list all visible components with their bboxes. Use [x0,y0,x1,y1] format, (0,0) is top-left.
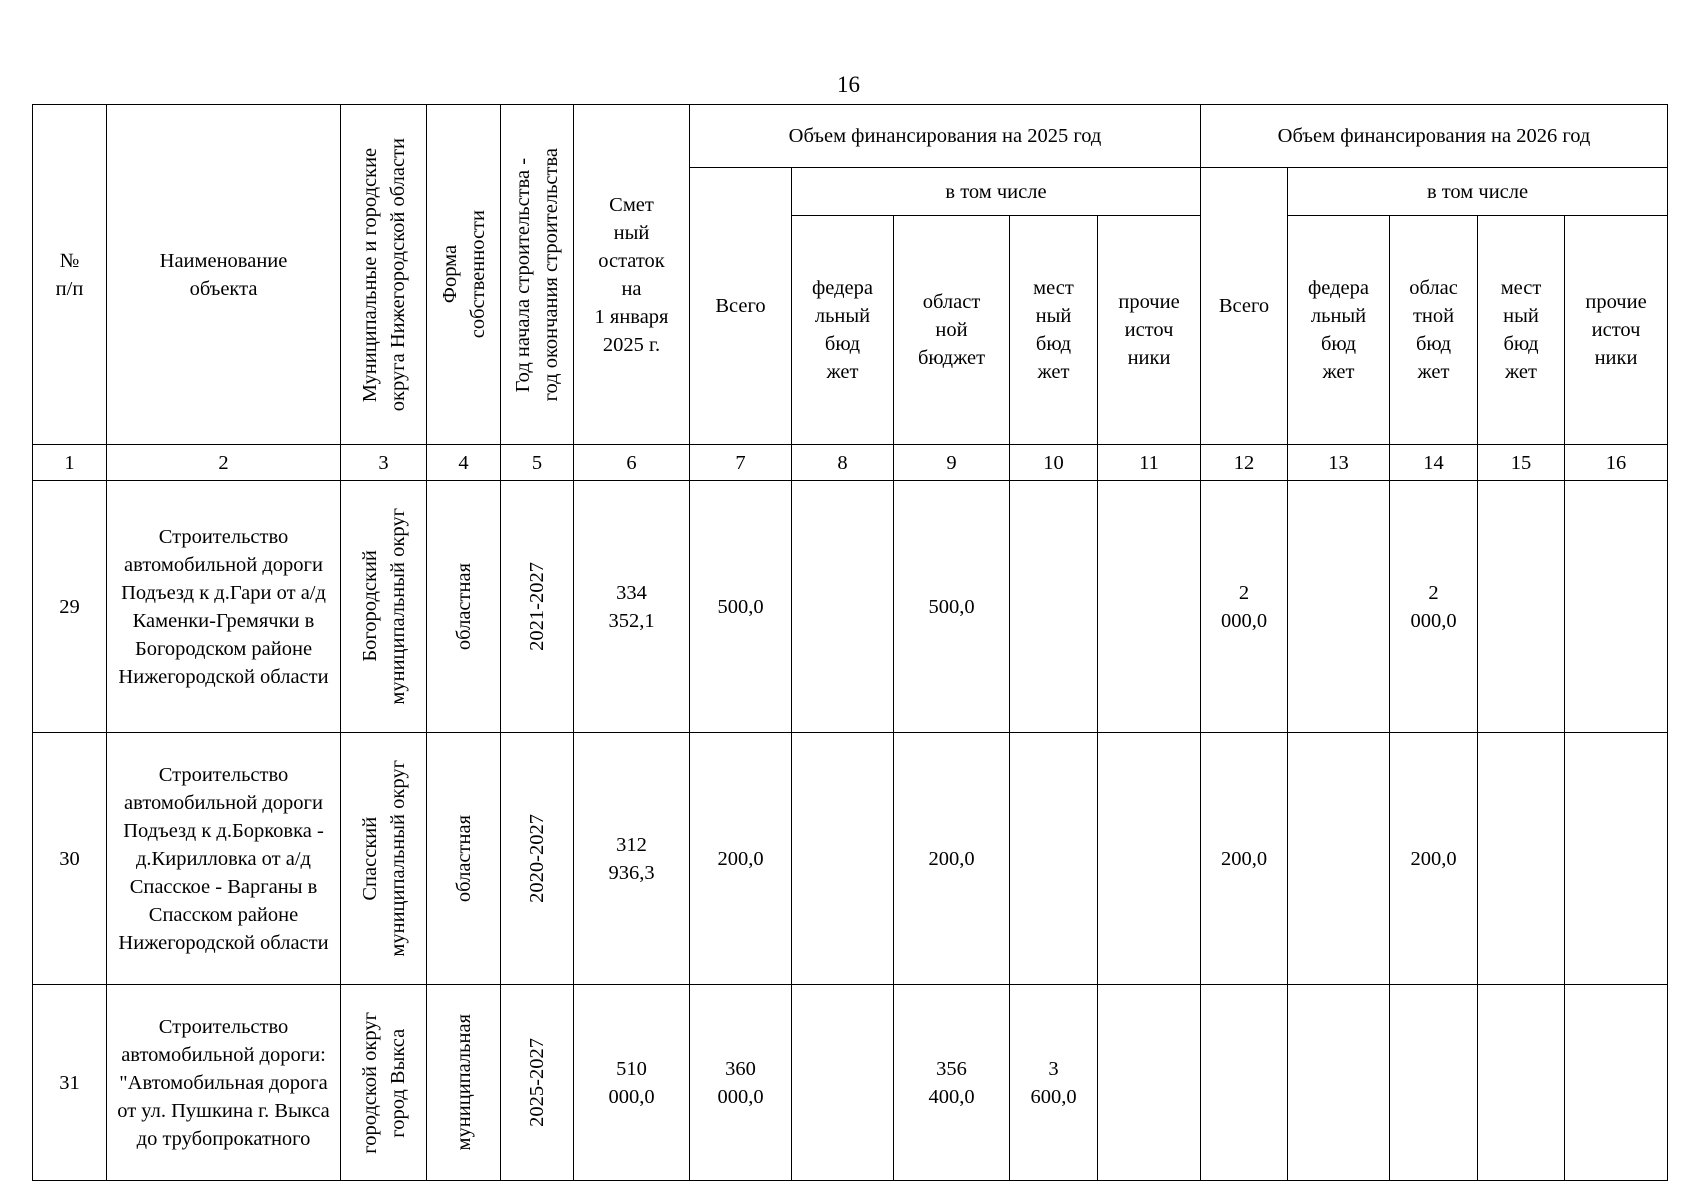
row-ownership [427,481,501,733]
header-ownership-text: Форма собственности [438,210,489,339]
header-fed-2025: федера льный бюд жет [792,216,894,445]
row-other-2025 [1098,733,1201,985]
table-row [33,985,1668,1181]
row-other-2026 [1565,985,1668,1181]
row-loc-2025 [1010,733,1098,985]
row-fed-2025 [792,985,894,1181]
header-incl-2026: в том числе [1288,168,1668,216]
col-number: 13 [1288,445,1390,481]
row-fed-2025 [792,481,894,733]
header-remainder: Смет ный остаток на 1 января 2025 г. [574,105,690,445]
row-total-2025: 500,0 [690,481,792,733]
header-loc-2025: мест ный бюд жет [1010,216,1098,445]
row-other-2025 [1098,481,1201,733]
header-fed-2026: федера льный бюд жет [1288,216,1390,445]
row-years [501,985,574,1181]
row-num: 29 [33,481,107,733]
financing-table [32,104,1668,1181]
col-number: 1 [33,445,107,481]
row-municipality [341,733,427,985]
header-name: Наименование объекта [107,105,341,445]
row-loc-2026 [1478,481,1565,733]
col-number: 5 [501,445,574,481]
row-other-2026 [1565,733,1668,985]
row-reg-2026 [1390,985,1478,1181]
row-ownership [427,985,501,1181]
row-object-name: Строительство автомобильной дороги: "Автомобильная дорога от ул. Пушкина г. Выкса до трубопрокатного [107,985,341,1181]
row-years [501,733,574,985]
table-row [33,733,1668,985]
col-number: 8 [792,445,894,481]
row-reg-2025: 356 400,0 [894,985,1010,1181]
row-fed-2025 [792,733,894,985]
row-municipality [341,481,427,733]
row-fed-2026 [1288,733,1390,985]
row-remainder: 510 000,0 [574,985,690,1181]
row-total-2025: 200,0 [690,733,792,985]
header-municipality-text: Муниципальные и городские округа Нижегородской области [358,137,409,412]
row-municipality-text: Богородский муниципальный округ [358,508,409,705]
header-reg-2025: област ной бюджет [894,216,1010,445]
row-years [501,481,574,733]
row-loc-2026 [1478,733,1565,985]
row-remainder: 312 936,3 [574,733,690,985]
header-ownership [427,105,501,445]
header-reg-2026: облас тной бюд жет [1390,216,1478,445]
row-total-2026 [1201,985,1288,1181]
row-num: 30 [33,733,107,985]
header-municipality [341,105,427,445]
header-group-2025: Объем финансирования на 2025 год [690,105,1201,168]
row-years-text: 2025-2027 [526,1038,548,1127]
col-number: 4 [427,445,501,481]
col-number: 14 [1390,445,1478,481]
row-ownership-text: областная [452,562,475,651]
row-loc-2026 [1478,985,1565,1181]
col-number: 7 [690,445,792,481]
col-number: 12 [1201,445,1288,481]
col-number: 15 [1478,445,1565,481]
col-number: 11 [1098,445,1201,481]
header-total-2025: Всего [690,168,792,445]
row-reg-2025: 500,0 [894,481,1010,733]
row-other-2025 [1098,985,1201,1181]
row-reg-2025: 200,0 [894,733,1010,985]
row-fed-2026 [1288,985,1390,1181]
row-object-name: Строительство автомобильной дороги Подъезд к д.Борковка - д.Кирилловка от а/д Спасское - Варганы в Спасском районе Нижегородской области [107,733,341,985]
header-incl-2025: в том числе [792,168,1201,216]
col-number: 2 [107,445,341,481]
col-number: 16 [1565,445,1668,481]
page-number: 16 [837,72,860,97]
row-years-text: 2020-2027 [526,814,548,903]
row-ownership [427,733,501,985]
row-ownership-text: областная [452,814,475,903]
row-reg-2026: 2 000,0 [1390,481,1478,733]
header-num: № п/п [33,105,107,445]
col-number: 3 [341,445,427,481]
row-reg-2026: 200,0 [1390,733,1478,985]
header-other-2025: прочие источ ники [1098,216,1201,445]
header-years-text: Год начала строительства - год окончания строительства [512,147,562,402]
col-number: 6 [574,445,690,481]
col-number: 9 [894,445,1010,481]
row-loc-2025: 3 600,0 [1010,985,1098,1181]
row-remainder: 334 352,1 [574,481,690,733]
row-num: 31 [33,985,107,1181]
column-numbers-row [33,445,1668,481]
row-municipality-text: городской округ город Выкса [358,1011,409,1154]
header-row-1 [33,105,1668,168]
row-ownership-text: муниципальная [452,1014,475,1151]
table-row [33,481,1668,733]
row-loc-2025 [1010,481,1098,733]
row-total-2026: 200,0 [1201,733,1288,985]
row-fed-2026 [1288,481,1390,733]
row-object-name: Строительство автомобильной дороги Подъезд к д.Гари от а/д Каменки-Гремячки в Богородском районе Нижегородской области [107,481,341,733]
header-years [501,105,574,445]
header-loc-2026: мест ный бюд жет [1478,216,1565,445]
row-municipality [341,985,427,1181]
row-years-text: 2021-2027 [526,562,548,651]
row-municipality-text: Спасский муниципальный округ [358,760,409,957]
header-group-2026: Объем финансирования на 2026 год [1201,105,1668,168]
col-number: 10 [1010,445,1098,481]
row-total-2026: 2 000,0 [1201,481,1288,733]
row-other-2026 [1565,481,1668,733]
row-total-2025: 360 000,0 [690,985,792,1181]
header-other-2026: прочие источ ники [1565,216,1668,445]
header-total-2026: Всего [1201,168,1288,445]
